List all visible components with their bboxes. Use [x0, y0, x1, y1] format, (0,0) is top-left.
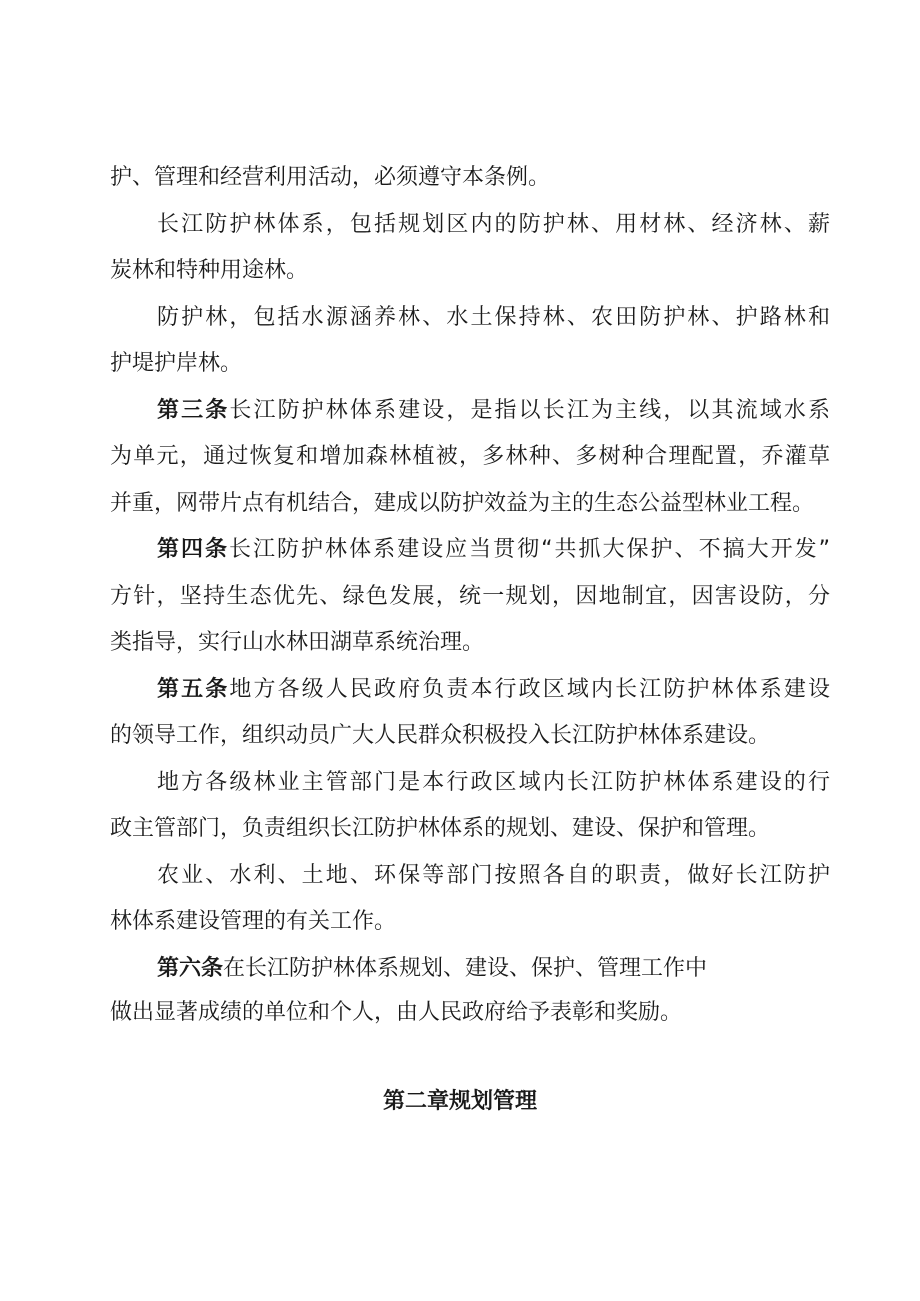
text: 地方各级人民政府负责本行政区域内长江防护林体系建设 [229, 677, 830, 702]
text: 护、管理和经营利用活动，必须遵守本条例。 [110, 165, 551, 190]
text: 长江防护林体系建设应当贯彻“共抓大保护、不搞大开发” [229, 537, 830, 562]
text: 护堤护岸林。 [110, 351, 243, 376]
text: 地方各级林业主管部门是本行政区域内长江防护林体系建设的行 [157, 770, 830, 795]
text: 长江防护林体系，包括规划区内的防护林、用材林、经济林、薪 [157, 212, 830, 237]
paragraph-line [157, 861, 830, 891]
text: 并重，网带片点有机结合，建成以防护效益为主的生态公益型林业工程。 [110, 491, 815, 516]
text: 政主管部门，负责组织长江防护林体系的规划、建设、保护和管理。 [110, 816, 771, 841]
article-6-line [157, 954, 737, 984]
paragraph-line [110, 582, 830, 612]
paragraph-line [110, 163, 830, 193]
article-3-line [157, 396, 830, 426]
text: 做出显著成绩的单位和个人，由人民政府给予表彰和奖励。 [110, 1000, 683, 1025]
article-heading: 第三条 [157, 398, 230, 423]
article-5-line [157, 675, 830, 705]
article-heading: 第四条 [157, 537, 230, 562]
text: 类指导，实行山水林田湖草系统治理。 [110, 630, 485, 655]
text: 在长江防护林体系规划、建设、保护、管理工作中 [223, 956, 708, 981]
paragraph-line [110, 907, 830, 937]
text: 林体系建设管理的有关工作。 [110, 909, 397, 934]
text: 为单元，通过恢复和增加森林植被，多林种、多树种合理配置，乔灌草 [110, 444, 830, 469]
article-heading: 第五条 [157, 677, 230, 702]
paragraph-line [110, 998, 830, 1028]
article-4-line [157, 535, 830, 565]
text: 农业、水利、土地、环保等部门按照各自的职责，做好长江防护 [157, 863, 830, 888]
paragraph-line [110, 349, 830, 379]
text: 防护林，包括水源涵养林、水土保持林、农田防护林、护路林和 [157, 305, 830, 330]
paragraph-line [110, 721, 830, 751]
text: 的领导工作，组织动员广大人民群众积极投入长江防护林体系建设。 [110, 723, 771, 748]
article-heading: 第六条 [157, 956, 224, 981]
paragraph-line [110, 489, 830, 519]
paragraph-line [157, 210, 830, 240]
text: 炭林和特种用途林。 [110, 258, 309, 283]
paragraph-line [110, 628, 830, 658]
text: 方针，坚持生态优先、绿色发展，统一规划，因地制宜，因害设防，分 [110, 584, 830, 609]
chapter-title: 第二章规划管理 [382, 1089, 537, 1114]
paragraph-line [110, 442, 830, 472]
paragraph-line [157, 303, 830, 333]
paragraph-line [110, 256, 830, 286]
paragraph-line [157, 768, 830, 798]
text: 长江防护林体系建设，是指以长江为主线，以其流域水系 [229, 398, 830, 423]
paragraph-line [110, 814, 830, 844]
